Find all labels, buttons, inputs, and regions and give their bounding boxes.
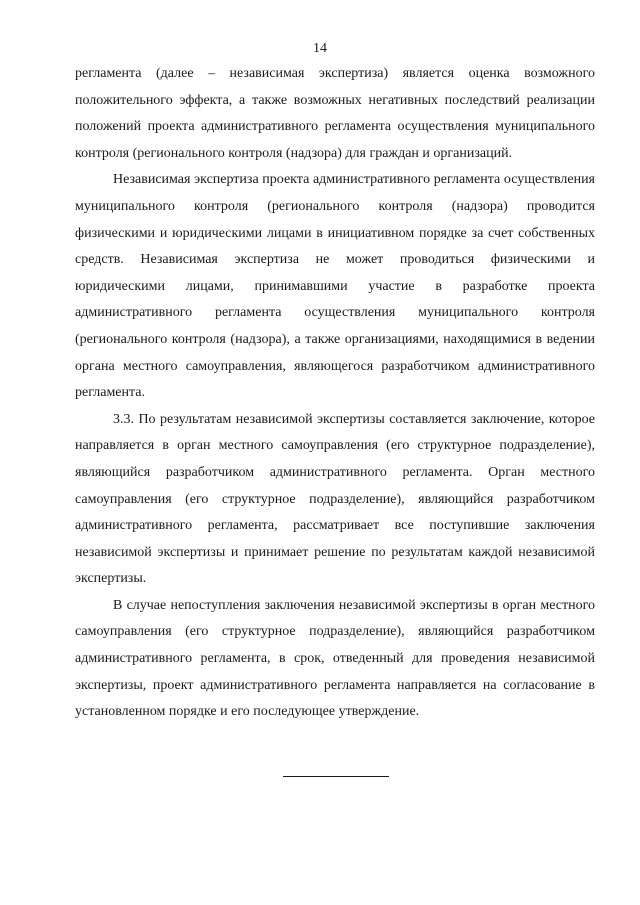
paragraph-continuation: регламента (далее – независимая экспертиза) является оценка возможного положительного эффекта, а также возможных негативных последствий реализации положений проекта административного регламента осуществления муниципального контроля (регионального контроля (надзора) для граждан и организаций. [75, 66, 595, 161]
paragraph-section-3-3: 3.3. По результатам независимой экспертизы составляется заключение, которое направляется в орган местного самоуправления (его структурное подразделение), являющийся разработчиком административного регламента. Орган местного самоуправления (его структурное подразделение), являющийся разработчиком административного регламента, рассматривает все поступившие заключения независимой экспертизы и принимает решение по результатам каждой независимой экспертизы. [75, 411, 595, 587]
paragraph-no-conclusion: В случае непоступления заключения независимой экспертизы в орган местного самоуправления (его структурное подразделение), являющийся разработчиком административного регламента, в срок, отведенный для проведения независимой экспертизы, проект административного регламента направляется на согласование в установленном порядке и его последующее утверждение. [75, 597, 595, 720]
end-separator-line [283, 776, 389, 777]
page-number: 14 [313, 41, 327, 56]
paragraph-independent-expertise: Независимая экспертиза проекта административного регламента осуществления муниципального контроля (регионального контроля (надзора) проводится физическими и юридическими лицами в инициативном порядке за счет собственных средств. Независимая экспертиза не может проводиться физическими и юридическими лицами, принимавшими участие в разработке проекта административного регламента осуществления муниципального контроля (регионального контроля (надзора), а также организациями, находящимися в ведении органа местного самоуправления, являющегося разработчиком административного регламента. [75, 172, 595, 401]
body-text [75, 61, 595, 726]
